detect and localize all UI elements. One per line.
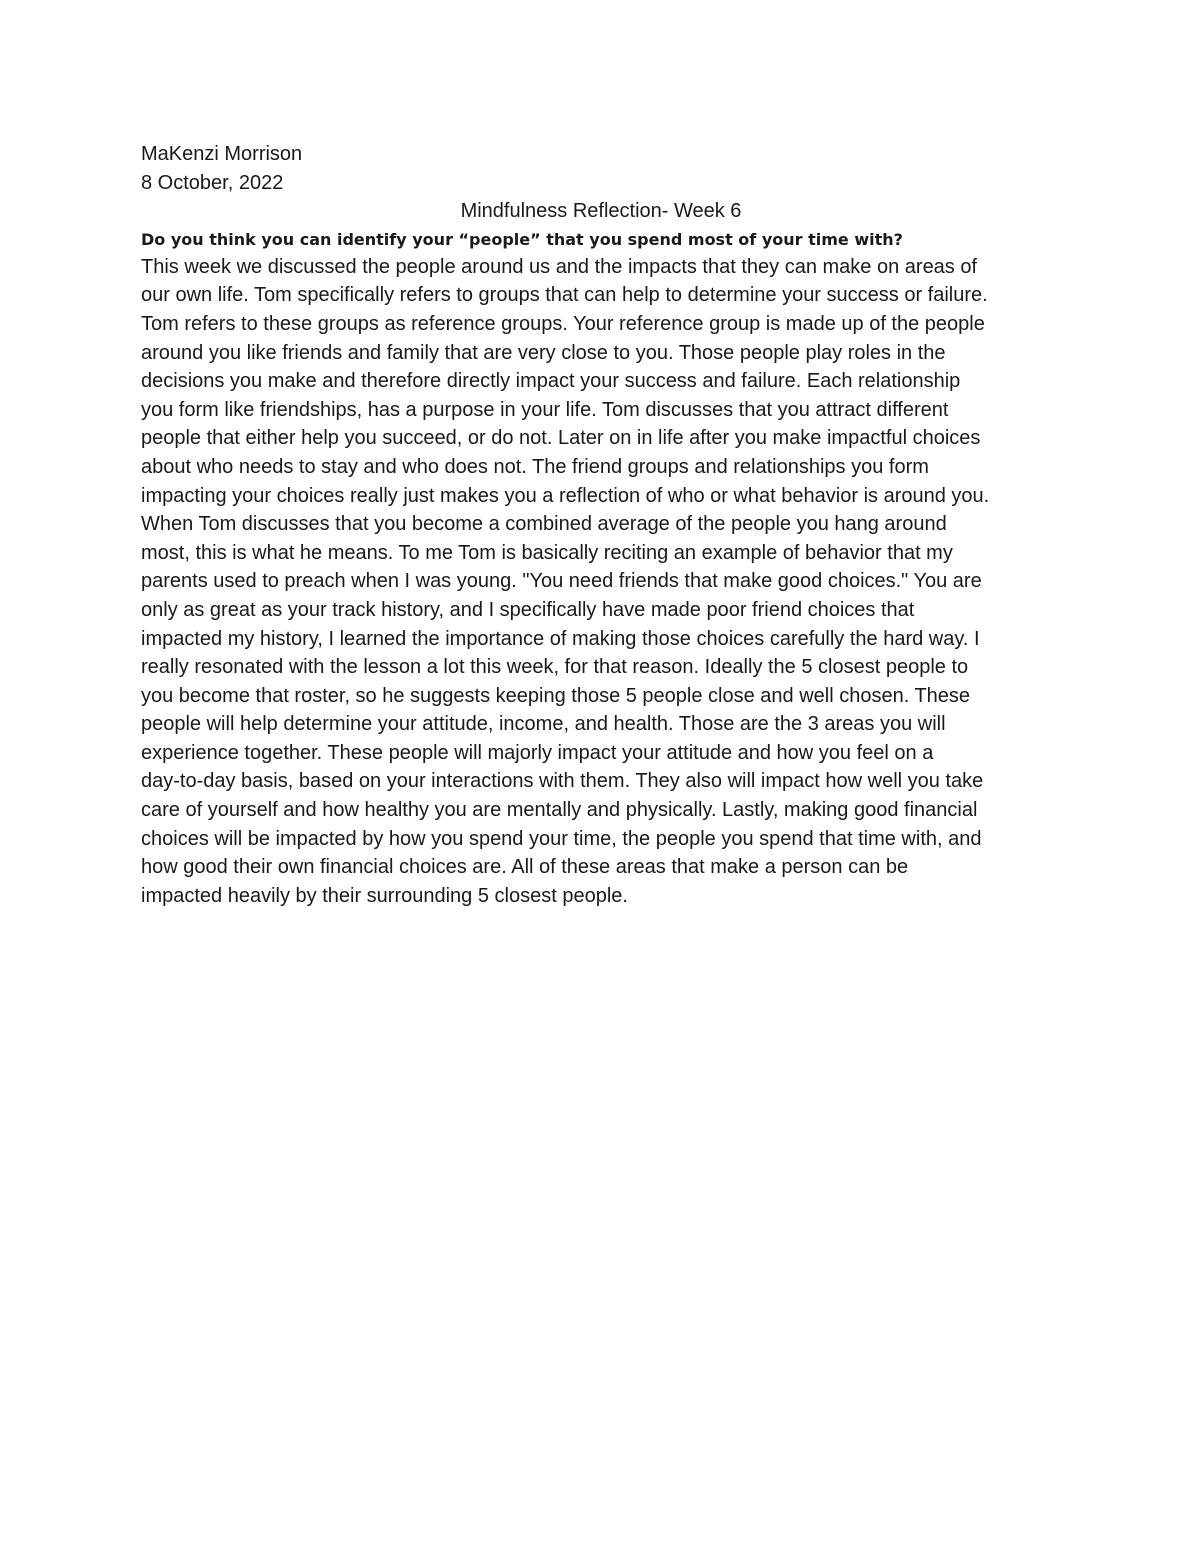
paragraph-line: you become that roster, so he suggests keeping those 5 people close and well chosen. These xyxy=(141,684,971,707)
paragraph-line: our own life. Tom specifically refers to groups that can help to determine your success or failure. xyxy=(141,284,988,307)
author-name: MaKenzi Morrison xyxy=(141,143,303,165)
paragraph-line: decisions you make and therefore directly impact your success and failure. Each relationship xyxy=(141,370,961,393)
paragraph-line: most, this is what he means. To me Tom is basically reciting an example of behavior that my xyxy=(141,541,953,564)
paragraph-line: day-to-day basis, based on your interactions with them. They also will impact how well you take xyxy=(141,770,984,793)
paragraph-line: Tom refers to these groups as reference groups. Your reference group is made up of the people xyxy=(141,312,985,335)
paragraph-line: impacted my history, I learned the importance of making those choices carefully the hard way. I xyxy=(141,627,980,650)
paragraph-line: experience together. These people will majorly impact your attitude and how you feel on a xyxy=(141,741,934,764)
document-content xyxy=(141,140,1061,910)
paragraph-line: how good their own financial choices are. All of these areas that make a person can be xyxy=(141,856,909,879)
paragraph-line: only as great as your track history, and I specifically have made poor friend choices that xyxy=(141,598,915,621)
document-title: Mindfulness Reflection- Week 6 xyxy=(460,200,742,223)
paragraph-line: care of yourself and how healthy you are mentally and physically. Lastly, making good financial xyxy=(141,799,978,822)
paragraph-line: choices will be impacted by how you spend your time, the people you spend that time with, and xyxy=(141,827,982,850)
paragraph-line: about who needs to stay and who does not. The friend groups and relationships you form xyxy=(141,455,929,478)
paragraph-line: When Tom discusses that you become a combined average of the people you hang around xyxy=(141,513,947,536)
paragraph-line: people will help determine your attitude, income, and health. Those are the 3 areas you will xyxy=(141,713,946,736)
body-paragraph xyxy=(141,253,1061,911)
paragraph-line: impacted heavily by their surrounding 5 closest people. xyxy=(141,884,628,907)
paragraph-line: impacting your choices really just makes you a reflection of who or what behavior is around you. xyxy=(141,484,990,507)
prompt-question: Do you think you can identify your “people” that you spend most of your time with? xyxy=(141,229,903,249)
paragraph-line: parents used to preach when I was young. "You need friends that make good choices." You are xyxy=(141,570,982,593)
paragraph-line: really resonated with the lesson a lot this week, for that reason. Ideally the 5 closest people to xyxy=(141,656,969,679)
paragraph-line: This week we discussed the people around us and the impacts that they can make on areas of xyxy=(141,255,978,278)
paragraph-line: around you like friends and family that are very close to you. Those people play roles in the xyxy=(141,341,946,364)
document-date: 8 October, 2022 xyxy=(141,171,284,194)
paragraph-line: you form like friendships, has a purpose in your life. Tom discusses that you attract different xyxy=(141,398,949,421)
paragraph-line: people that either help you succeed, or do not. Later on in life after you make impactful choices xyxy=(141,427,981,450)
